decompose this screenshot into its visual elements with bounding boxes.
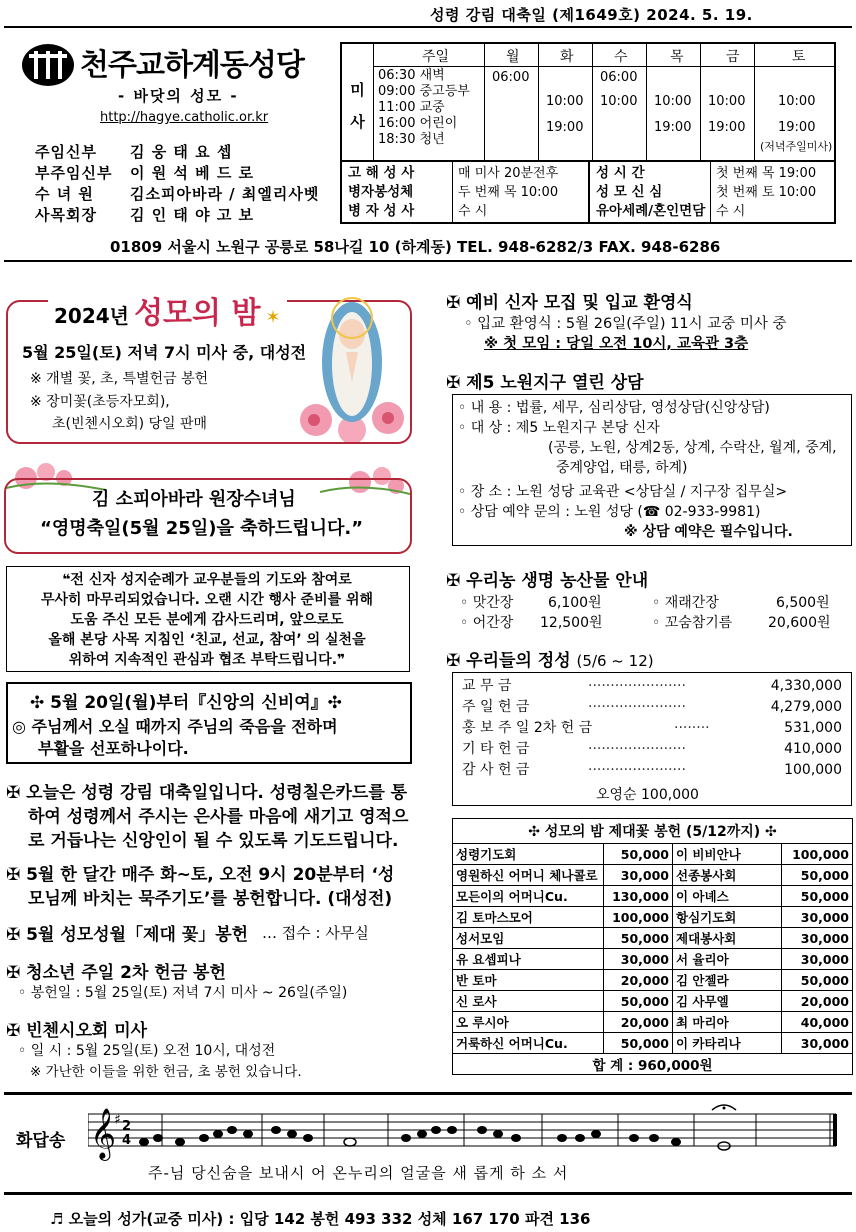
staff-role: 수 녀 원 xyxy=(35,185,94,203)
event-when: 5월 25일(토) 저녁 7시 미사 중, 대성전 xyxy=(22,343,307,362)
thu-mass-1: 10:00 xyxy=(654,94,692,109)
notice-1: ✠ 오늘은 성령 강림 대축일입니다. 성령칠은카드를 통 xyxy=(6,783,408,803)
produce-title: ✠ 우리농 생명 농산물 안내 xyxy=(446,571,649,591)
svg-text:4: 4 xyxy=(122,1133,132,1148)
issue-date: 성령 강림 대축일 (제1649호) 2024. 5. 19. xyxy=(430,6,753,24)
mystery-line: 부활을 선포하나이다. xyxy=(38,739,189,758)
flower-offering-table xyxy=(452,818,853,1075)
catechumen-line: ◦ 입교 환영식 : 5월 26일(주일) 11시 교중 미사 중 xyxy=(464,316,787,332)
feast-line: “영명축일(5월 25일)을 축하드립니다.” xyxy=(40,518,364,539)
parish-name: 천주교하계동성당 xyxy=(80,48,304,83)
sat-mass-1: 10:00 xyxy=(778,94,816,109)
mass-label: 미 사 xyxy=(342,44,374,160)
address: 01809 서울시 노원구 공릉로 58나길 10 (하계동) TEL. 948-6282/3 FAX. 948-6286 xyxy=(110,238,721,256)
table-row: 성서모임 50,000 제대봉사회 30,000 xyxy=(453,928,853,949)
day-wed: 수 xyxy=(614,49,628,65)
extra-keys-2: 성 시 간 성 모 신 심 유아세례/혼인면담 xyxy=(596,165,706,219)
staff-name: 이 원 석 베 드 로 xyxy=(130,164,255,182)
sat-mass-note: (저녁주일미사) xyxy=(760,140,833,153)
produce-item: ◦ 재래간장 6,500원 xyxy=(652,595,830,611)
notice-5: ✠ 빈첸시오회 미사 xyxy=(6,1021,148,1041)
catechumen-line: ※ 첫 모임 : 당일 오전 10시, 교육관 3층 xyxy=(484,336,749,352)
extra-keys: 고 해 성 사 병자봉성체 병 자 성 사 xyxy=(348,165,415,219)
bullet-cross-icon: ✠ xyxy=(446,651,467,671)
offering-values: 4,330,000 4,279,000 531,000 410,000 100,000 xyxy=(770,678,842,778)
parish-logo xyxy=(20,42,76,92)
bullet-cross-icon: ✠ xyxy=(446,571,467,591)
staff-role: 주임신부 xyxy=(35,143,97,161)
table-row: 유 요셉피나 30,000 서 율리아 30,000 xyxy=(453,949,853,970)
notice-2-line: 모님께 바치는 묵주기도’를 봉헌합니다. (대성전) xyxy=(28,889,393,909)
bullet-cross-icon: ✠ xyxy=(6,865,27,885)
psalm-top-divider xyxy=(4,1092,852,1095)
wed-mass-2: 10:00 xyxy=(600,94,638,109)
offering-dots: ······················ ······················ ········ ······················ ······················ xyxy=(588,678,710,778)
notice-5-line: ◦ 일 시 : 5월 25일(토) 오전 10시, 대성전 xyxy=(18,1043,276,1059)
day-fri: 금 xyxy=(726,49,740,65)
offering-title: ✠ 우리들의 정성 (5/6 ~ 12) xyxy=(446,651,654,671)
event-note: ※ 개별 꽃, 초, 특별헌금 봉헌 xyxy=(30,371,209,387)
svg-text:2: 2 xyxy=(122,1119,132,1134)
notice-1-line: 로 거듭나는 신앙인이 될 수 있도록 기도드립니다. xyxy=(28,831,399,851)
svg-text:𝄞: 𝄞 xyxy=(90,1108,117,1159)
event-title: 2024년 성모의 밤 ✶ xyxy=(48,288,287,332)
day-thu: 목 xyxy=(670,49,684,65)
extra-values-2: 첫 번째 목 19:00 첫 번째 토 10:00 수 시 xyxy=(716,166,817,219)
star-icon: ✶ xyxy=(265,307,281,328)
fri-mass-2: 19:00 xyxy=(708,120,746,135)
parish-subtitle: - 바닷의 성모 - xyxy=(118,87,239,105)
day-tue: 화 xyxy=(560,49,574,65)
sat-mass-2: 19:00 xyxy=(778,120,816,135)
notice-2: ✠ 5월 한 달간 매주 화~토, 오전 9시 20분부터 ‘성 xyxy=(6,865,395,885)
music-staff xyxy=(88,1100,840,1166)
extra-values: 매 미사 20분전후 두 번째 목 10:00 수 시 xyxy=(458,166,559,219)
flower-table-total: 합 계 : 960,000원 xyxy=(453,1054,853,1075)
table-row: 거룩하신 어머니Cu. 50,000 이 카타리나 30,000 xyxy=(453,1033,853,1054)
psalm-bottom-divider xyxy=(4,1192,852,1195)
bullet-cross-icon: ✠ xyxy=(6,925,27,945)
tue-mass-2: 19:00 xyxy=(546,120,584,135)
notice-5-line: ※ 가난한 이들을 위한 헌금, 초 봉헌 있습니다. xyxy=(30,1064,302,1080)
bullet-cross-icon: ✠ xyxy=(6,1021,27,1041)
bullet-cross-icon: ✠ xyxy=(446,293,467,313)
staff-name: 김소피아바라 / 최엘리사벳 xyxy=(130,185,320,203)
staff-row xyxy=(35,162,255,183)
table-row: 김 토마스모어 100,000 항심기도회 30,000 xyxy=(453,907,853,928)
staff-name: 김 인 태 야 고 보 xyxy=(130,206,255,224)
cross-logo-icon xyxy=(20,42,76,88)
svg-text:♯: ♯ xyxy=(114,1112,121,1128)
psalm-lyrics: 주-님 당신숨을 보내시 어 온누리의 얼굴을 새 롭게 하 소 서 xyxy=(148,1164,569,1182)
bullet-cross-icon: ✠ xyxy=(6,783,27,803)
notice-1-line: 하여 성령께서 주시는 은사를 마음에 새기고 영적으 xyxy=(28,807,409,827)
day-mon: 월 xyxy=(506,49,520,65)
staff-row xyxy=(35,141,233,162)
feast-line: 김 소피아바라 원장수녀님 xyxy=(92,489,296,510)
parish-url[interactable]: http://hagye.catholic.or.kr xyxy=(100,110,269,125)
mon-mass: 06:00 xyxy=(492,70,530,85)
table-row: 영원하신 어머니 체나콜로 30,000 선종봉사회 50,000 xyxy=(453,865,853,886)
mystery-title: ✣ 5월 20일(월)부터『신앙의 신비여』✣ xyxy=(30,693,342,713)
table-row: 신 로사 50,000 김 사무엘 20,000 xyxy=(453,991,853,1012)
mystery-line: ◎ 주님께서 오실 때까지 주님의 죽음을 전하며 xyxy=(12,717,338,736)
table-row: 오 루시아 20,000 최 마리아 40,000 xyxy=(453,1012,853,1033)
table-row: 모든이의 어머니Cu. 130,000 이 아녜스 50,000 xyxy=(453,886,853,907)
produce-item: ◦ 꼬숨참기름 20,600원 xyxy=(652,615,831,631)
top-divider xyxy=(4,26,852,28)
catechumen-title: ✠ 예비 신자 모집 및 입교 환영식 xyxy=(446,293,693,313)
todays-hymns: ♬ 오늘의 성가(교중 미사) : 입당 142 봉헌 493 332 성체 167 170 파견 136 xyxy=(50,1210,591,1228)
mass-days xyxy=(374,44,834,67)
staff-role: 부주임신부 xyxy=(35,164,113,182)
offering-keys: 교 무 금 주 일 헌 금 홍 보 주 일 2차 헌 금 기 타 헌 금 감 사 헌 금 xyxy=(462,678,593,778)
notice-3: ✠ 5월 성모성월「제대 꽃」봉헌 xyxy=(6,925,249,945)
bullet-cross-icon: ✠ xyxy=(446,373,467,393)
event-note: ※ 장미꽃(초등자모회), xyxy=(30,394,170,410)
sunday-masses: 06:30 새벽 09:00 중고등부 11:00 교중 16:00 어린이 18:30 청년 xyxy=(378,68,470,147)
thu-mass-2: 19:00 xyxy=(654,120,692,135)
staff-role: 사목회장 xyxy=(35,206,97,224)
table-row: 성령기도회 50,000 이 비비안나 100,000 xyxy=(453,844,853,865)
virgin-mary-illustration xyxy=(296,292,408,446)
wed-mass-1: 06:00 xyxy=(600,70,638,85)
offering-note: 오영순 100,000 xyxy=(596,787,699,803)
table-row: 반 토마 20,000 김 안젤라 50,000 xyxy=(453,970,853,991)
tue-mass-1: 10:00 xyxy=(546,94,584,109)
fri-mass-1: 10:00 xyxy=(708,94,746,109)
bullet-cross-icon: ✠ xyxy=(6,963,27,983)
mass-schedule xyxy=(340,42,836,224)
day-sun: 주일 xyxy=(422,49,450,65)
staff-name: 김 웅 태 요 셉 xyxy=(130,143,233,161)
event-note: 초(빈첸시오회) 당일 판매 xyxy=(52,416,208,432)
notice-3-line: … 접수 : 사무실 xyxy=(262,924,369,942)
consult-text: ◦ 내 용 : 법률, 세무, 심리상담, 영성상담(신앙상담) ◦ 대 상 : 제5 노원지구 본당 신자 (공릉, 노원, 상계2동, 상계, 수락산, 월계, 중계, 중계양업, 태릉, 하계) ◦ 장 소 : 노원 성당 교육관 <상담실 / 지구장 집무실> ◦ 상담 예약 문의 : 노원 성당 (☎ 02-933-9981) ※ 상담 예약은 필수입니다. xyxy=(458,400,837,540)
notice-4-line: ◦ 봉헌일 : 5월 25일(토) 저녁 7시 미사 ~ 26일(주일) xyxy=(18,985,348,1001)
flower-table-title: ✣ 성모의 밤 제대꽃 봉헌 (5/12까지) ✣ xyxy=(453,819,853,844)
produce-item: ◦ 어간장 12,500원 xyxy=(460,615,603,631)
psalm-label: 화답송 xyxy=(16,1131,66,1151)
consult-title: ✠ 제5 노원지구 열린 상담 xyxy=(446,373,644,393)
day-sat: 토 xyxy=(792,49,806,65)
staff-row xyxy=(35,204,255,225)
produce-item: ◦ 맛간장 6,100원 xyxy=(460,595,602,611)
header-divider xyxy=(4,260,852,262)
thanks-text: ❝전 신자 성지순례가 교우분들의 기도와 참여로 무사히 마무리되었습니다. 오랜 시간 행사 준비를 위해 도움 주신 모든 분에게 감사드리며, 앞으로도 올해 본당 사목 지침인 ‘친교, 선교, 참여’ 의 실천을 위하여 지속적인 관심과 협조 부탁드립니다.❞ xyxy=(40,572,374,668)
notice-4: ✠ 청소년 주일 2차 헌금 봉헌 xyxy=(6,963,226,983)
staff-row xyxy=(35,183,320,204)
